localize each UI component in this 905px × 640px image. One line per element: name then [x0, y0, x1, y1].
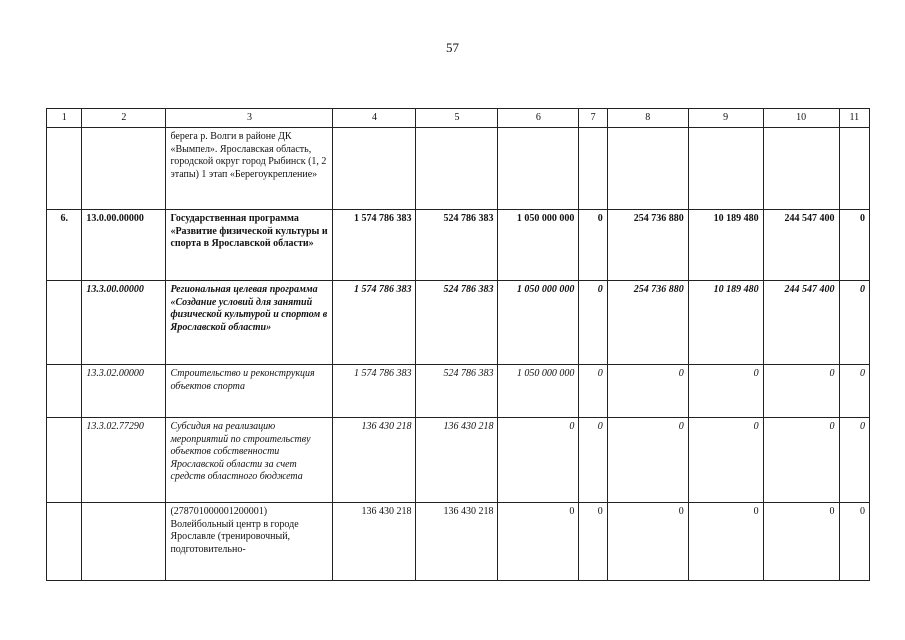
cell-number	[47, 503, 82, 581]
cell-code	[82, 503, 166, 581]
cell-name: Региональная целевая программа «Создание условий для занятий физической культурой и спортом в Ярославской области»	[166, 281, 333, 365]
cell-number	[47, 281, 82, 365]
cell-col-11	[839, 128, 869, 210]
cell-col-6: 1 050 000 000	[498, 210, 579, 281]
cell-col-5	[416, 128, 498, 210]
cell-col-4: 1 574 786 383	[333, 281, 416, 365]
cell-col-5: 136 430 218	[416, 503, 498, 581]
cell-col-10: 244 547 400	[763, 210, 839, 281]
cell-col-11: 0	[839, 210, 869, 281]
cell-col-4: 1 574 786 383	[333, 210, 416, 281]
cell-number	[47, 365, 82, 418]
cell-col-10: 244 547 400	[763, 281, 839, 365]
cell-col-7	[579, 128, 607, 210]
cell-name: Субсидия на реализацию мероприятий по строительству объектов собственности Ярославской области за счет средств областного бюджета	[166, 418, 333, 503]
cell-col-8: 0	[607, 365, 688, 418]
table-row	[47, 210, 870, 281]
cell-col-5: 524 786 383	[416, 365, 498, 418]
cell-col-4	[333, 128, 416, 210]
table-row	[47, 128, 870, 210]
cell-col-9	[688, 128, 763, 210]
cell-name: берега р. Волги в районе ДК «Вымпел». Ярославская область, городской округ город Рыбинск (1, 2 этапы) 1 этап «Берегоукрепление»	[166, 128, 333, 210]
cell-col-11: 0	[839, 418, 869, 503]
header-cell-10: 10	[763, 109, 839, 128]
cell-col-9: 0	[688, 418, 763, 503]
table-row	[47, 503, 870, 581]
cell-name: Государственная программа «Развитие физической культуры и спорта в Ярославской области»	[166, 210, 333, 281]
cell-number	[47, 418, 82, 503]
cell-col-9: 0	[688, 365, 763, 418]
table-row	[47, 281, 870, 365]
cell-col-8	[607, 128, 688, 210]
header-cell-11: 11	[839, 109, 869, 128]
table-row	[47, 365, 870, 418]
budget-table	[46, 108, 870, 581]
cell-col-7: 0	[579, 281, 607, 365]
header-cell-3: 3	[166, 109, 333, 128]
header-cell-4: 4	[333, 109, 416, 128]
cell-number: 6.	[47, 210, 82, 281]
cell-col-4: 1 574 786 383	[333, 365, 416, 418]
header-cell-6: 6	[498, 109, 579, 128]
cell-col-6: 0	[498, 418, 579, 503]
cell-name: Строительство и реконструкция объектов спорта	[166, 365, 333, 418]
cell-col-5: 524 786 383	[416, 281, 498, 365]
cell-code: 13.3.00.00000	[82, 281, 166, 365]
cell-col-5: 524 786 383	[416, 210, 498, 281]
cell-col-11: 0	[839, 365, 869, 418]
cell-col-10: 0	[763, 365, 839, 418]
cell-col-8: 0	[607, 418, 688, 503]
cell-col-9: 10 189 480	[688, 210, 763, 281]
cell-col-6	[498, 128, 579, 210]
cell-col-7: 0	[579, 210, 607, 281]
header-cell-9: 9	[688, 109, 763, 128]
cell-name: (278701000001200001) Волейбольный центр в городе Ярославле (тренировочный, подготовительно-	[166, 503, 333, 581]
cell-col-5: 136 430 218	[416, 418, 498, 503]
cell-col-4: 136 430 218	[333, 503, 416, 581]
header-cell-7: 7	[579, 109, 607, 128]
cell-number	[47, 128, 82, 210]
header-cell-2: 2	[82, 109, 166, 128]
header-cell-5: 5	[416, 109, 498, 128]
cell-col-4: 136 430 218	[333, 418, 416, 503]
table-row	[47, 418, 870, 503]
cell-code: 13.3.02.00000	[82, 365, 166, 418]
cell-code	[82, 128, 166, 210]
cell-col-8: 254 736 880	[607, 281, 688, 365]
cell-col-11: 0	[839, 281, 869, 365]
cell-col-6: 1 050 000 000	[498, 281, 579, 365]
cell-col-11: 0	[839, 503, 869, 581]
cell-col-10: 0	[763, 503, 839, 581]
header-cell-1: 1	[47, 109, 82, 128]
page-number: 57	[446, 40, 459, 55]
cell-code: 13.3.02.77290	[82, 418, 166, 503]
cell-col-6: 0	[498, 503, 579, 581]
header-row	[47, 109, 870, 128]
cell-col-9: 0	[688, 503, 763, 581]
cell-col-8: 0	[607, 503, 688, 581]
table-body	[47, 109, 870, 581]
cell-col-7: 0	[579, 418, 607, 503]
cell-code: 13.0.00.00000	[82, 210, 166, 281]
cell-col-10: 0	[763, 418, 839, 503]
cell-col-6: 1 050 000 000	[498, 365, 579, 418]
cell-col-8: 254 736 880	[607, 210, 688, 281]
header-cell-8: 8	[607, 109, 688, 128]
cell-col-9: 10 189 480	[688, 281, 763, 365]
cell-col-10	[763, 128, 839, 210]
cell-col-7: 0	[579, 503, 607, 581]
cell-col-7: 0	[579, 365, 607, 418]
